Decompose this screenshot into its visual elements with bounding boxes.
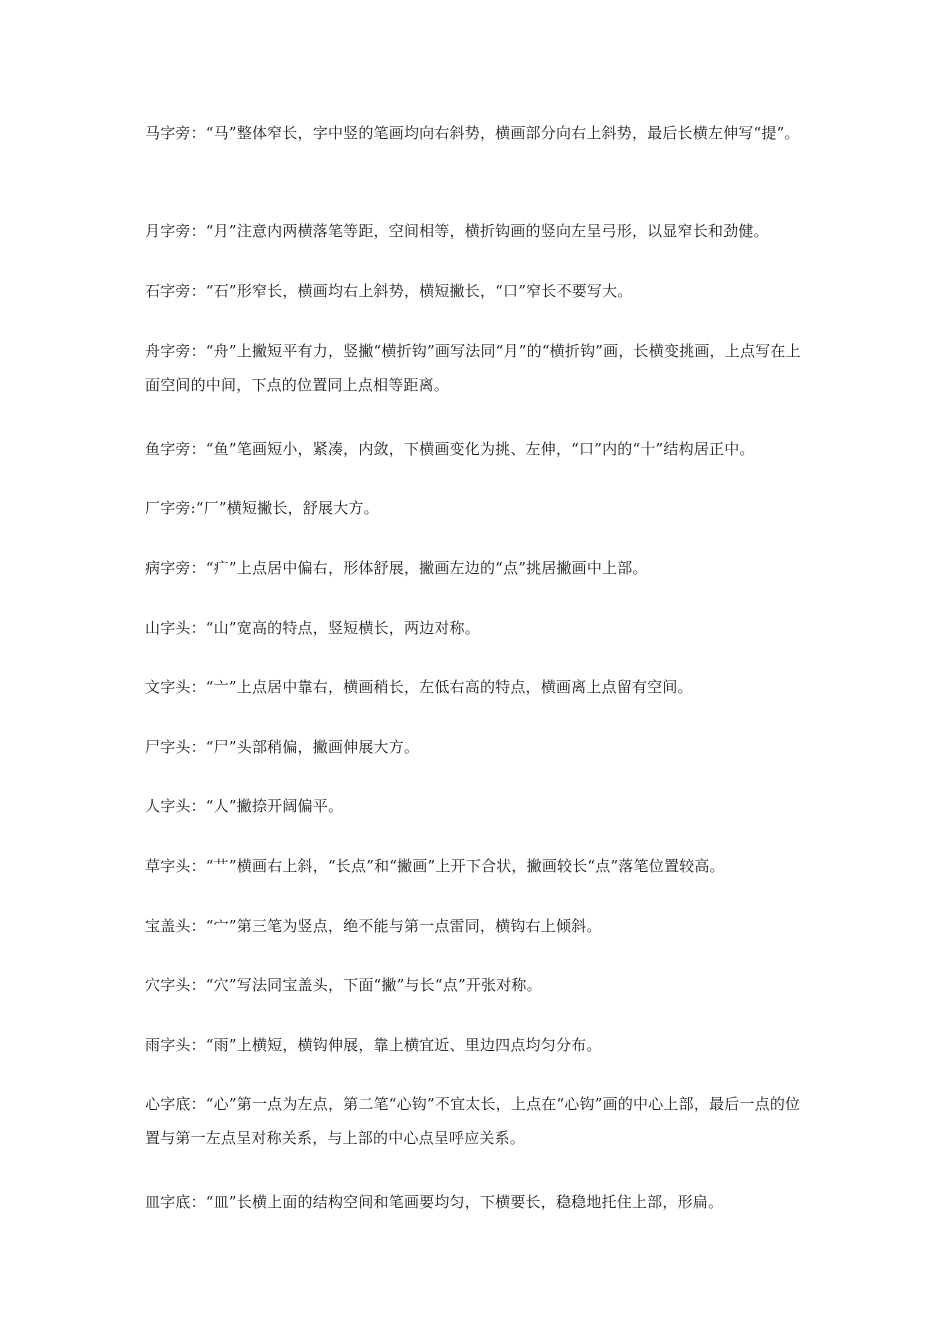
paragraph-chang-radical: 厂字旁:“厂”横短撇长，舒展大方。 <box>145 499 379 517</box>
paragraph-yu-top: 雨字头：“雨”上横短，横钩伸展，靠上横宜近、里边四点均匀分布。 <box>145 1036 602 1054</box>
paragraph-yue-radical: 月字旁：“月”注意内两横落笔等距，空间相等，横折钩画的竖向左呈弓形，以显窄长和劲健。 <box>145 222 769 240</box>
paragraph-zhou-radical: 舟字旁：“舟”上撇短平有力，竖撇“横折钩”画写法同“月”的“横折钩”画，长横变挑画，上点写在上面空间的中间，下点的位置同上点相等距离。 <box>145 342 801 394</box>
paragraph-shi-radical: 石字旁：“石”形窄长，横画均右上斜势，横短撇长，“口”窄长不要写大。 <box>145 282 633 300</box>
paragraph-shi-top: 尸字头：“尸”头部稍偏，撇画伸展大方。 <box>145 738 420 756</box>
paragraph-xue-top: 穴字头：“穴”写法同宝盖头，下面“撇”与长“点”开张对称。 <box>145 976 542 994</box>
paragraph-xin-bottom: 心字底：“心”第一点为左点，第二笔“心钩”不宜太长，上点在“心钩”画的中心上部，最后一点的位置与第一左点呈对称关系，与上部的中心点呈呼应关系。 <box>145 1095 801 1147</box>
paragraph-min-bottom: 皿字底：“皿”长横上面的结构空间和笔画要均匀，下横要长，稳稳地托住上部，形扁。 <box>145 1193 724 1211</box>
paragraph-bing-radical: 病字旁：“疒”上点居中偏右，形体舒展，撇画左边的“点”挑居撇画中上部。 <box>145 559 648 577</box>
paragraph-shan-top: 山字头：“山”宽高的特点，竖短横长，两边对称。 <box>145 619 480 637</box>
paragraph-baogai-top: 宝盖头：“宀”第三笔为竖点，绝不能与第一点雷同，横钩右上倾斜。 <box>145 917 602 935</box>
paragraph-cao-top: 草字头：“艹”横画右上斜，“长点”和“撇画”上开下合状，撇画较长“点”落笔位置较高。 <box>145 857 725 875</box>
paragraph-ren-top: 人字头：“人”撇捺开阔偏平。 <box>145 797 344 815</box>
paragraph-yu-radical: 鱼字旁：“鱼”笔画短小，紧凑，内敛，下横画变化为挑、左伸，“口”内的“十”结构居正中。 <box>145 440 755 458</box>
paragraph-wen-top: 文字头：“亠”上点居中靠右，横画稍长，左低右高的特点，横画离上点留有空间。 <box>145 678 693 696</box>
paragraph-ma-radical: 马字旁：“马”整体窄长，字中竖的笔画均向右斜势，横画部分向右上斜势，最后长横左伸写“提”。 <box>145 124 800 142</box>
